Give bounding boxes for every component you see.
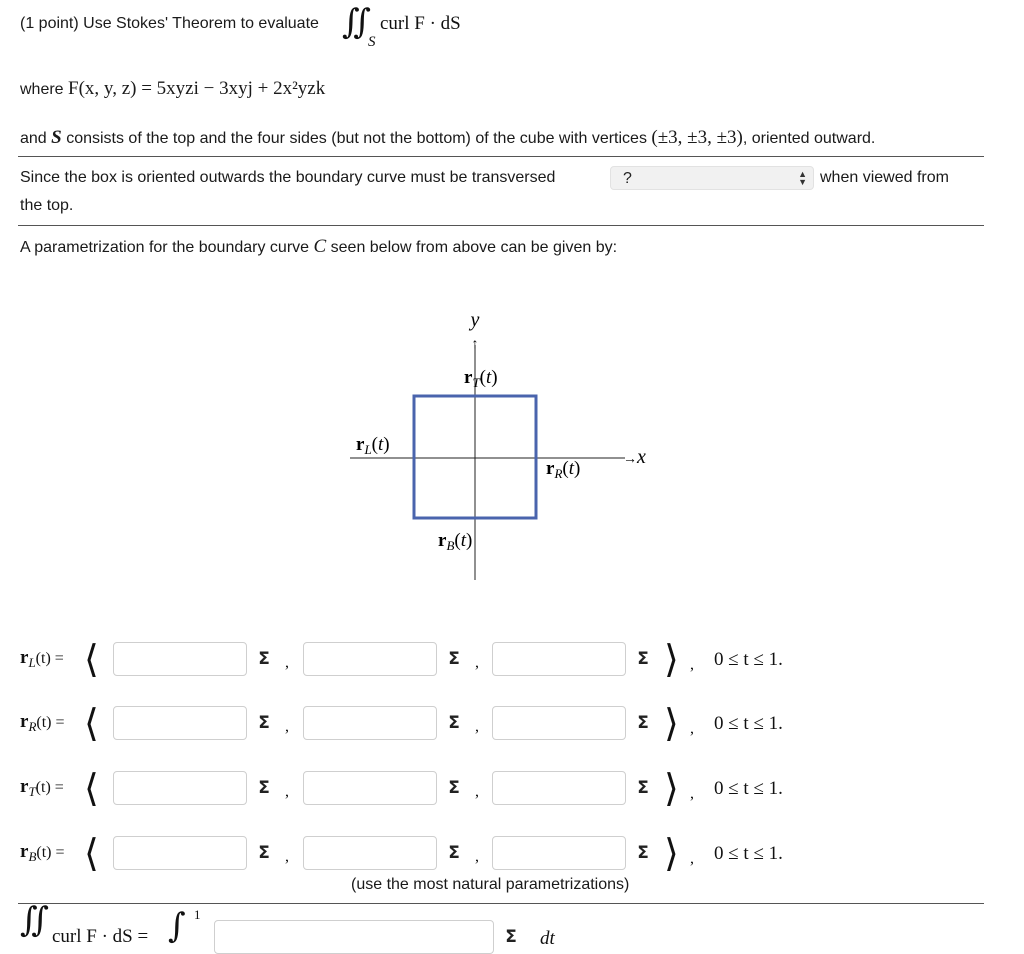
orientation-wrap-text: the top. [20,197,74,214]
orientation-after [820,169,949,187]
row-label-sub: R [28,719,37,734]
comma: , [285,848,289,865]
label-left: $r_L(t)$ [356,434,390,457]
orientation-before: Since the box is oriented outwards the boundary curve must be transversed [20,169,556,186]
comma: , [690,850,694,867]
component-input-3[interactable] [492,706,626,740]
comma: , [475,654,479,671]
equation-editor-icon[interactable]: Σ [637,649,649,669]
integral-sign: ∫ [168,906,186,946]
divider-2 [18,225,984,226]
select-arrows-icon: ▲ ▼ [798,169,807,187]
component-input-1[interactable] [113,771,247,805]
component-input-3[interactable] [492,836,626,870]
component-input-3[interactable] [492,642,626,676]
row-label-r: r [20,841,29,862]
final-double-integral-sign: ∬ [20,900,49,940]
row-label-r: r [20,776,29,797]
row-label-suffix: (t) = [35,650,64,667]
left-angle-icon: ⟨ [84,831,99,875]
surface-description [20,127,875,149]
row-label-sub: B [28,849,37,864]
dt-label: dt [540,928,555,949]
equation-editor-icon[interactable]: Σ [637,713,649,733]
orientation-text [20,169,555,187]
comma: , [475,783,479,800]
row-label [20,776,64,800]
y-arrow-icon: ↑ [471,337,479,352]
t-range: 0 ≤ t ≤ 1. [714,649,783,670]
surface-integral [342,2,482,52]
label-right: $r_R(t)$ [546,458,581,481]
integral-subscript: S [368,34,376,50]
component-input-2[interactable] [303,706,437,740]
integrand: curl F · dS [380,13,461,34]
final-answer-input[interactable] [214,920,494,954]
comma: , [690,656,694,673]
orientation-after-text: when viewed from [820,169,949,186]
natural-note [351,876,629,894]
intro-suffix: seen below from above can be given by: [330,239,618,256]
component-input-1[interactable] [113,642,247,676]
comma: , [475,848,479,865]
component-input-3[interactable] [492,771,626,805]
parametrization-intro [20,236,617,258]
component-input-1[interactable] [113,706,247,740]
left-angle-icon: ⟨ [84,701,99,745]
equation-editor-icon[interactable]: Σ [258,843,270,863]
t-range: 0 ≤ t ≤ 1. [714,843,783,864]
final-equation-editor-icon[interactable]: Σ [505,927,517,947]
row-label-sub: T [28,784,36,799]
comma: , [285,718,289,735]
row-label-sub: L [28,655,36,670]
label-top: $r_T(t)$ [464,367,498,390]
orientation-select[interactable] [610,166,814,190]
label-bottom: $r_B(t)$ [438,530,473,553]
component-input-1[interactable] [113,836,247,870]
row-label [20,841,65,865]
comma: , [690,720,694,737]
y-axis-label: y [470,309,480,331]
left-angle-icon: ⟨ [84,637,99,681]
row-label-r: r [20,647,29,668]
upper-limit: 1 [194,907,201,922]
equation-editor-icon[interactable]: Σ [448,778,460,798]
component-input-2[interactable] [303,771,437,805]
equation-editor-icon[interactable]: Σ [637,843,649,863]
surface-suffix: , oriented outward. [742,130,876,147]
row-label [20,711,65,735]
intro-text: A parametrization for the boundary curve [20,239,310,256]
equation-editor-icon[interactable]: Σ [258,649,270,669]
equation-editor-icon[interactable]: Σ [258,778,270,798]
t-range: 0 ≤ t ≤ 1. [714,778,783,799]
row-label [20,647,64,671]
problem-statement [20,15,319,33]
surface-prefix: and [20,130,47,147]
row-label-suffix: (t) = [36,714,65,731]
x-arrow-icon: → [623,452,637,467]
right-angle-icon: ⟩ [664,701,679,745]
equation-editor-icon[interactable]: Σ [258,713,270,733]
right-angle-icon: ⟩ [664,766,679,810]
equation-editor-icon[interactable]: Σ [448,843,460,863]
double-integral-sign: ∬ [342,2,371,42]
t-range: 0 ≤ t ≤ 1. [714,713,783,734]
right-angle-icon: ⟩ [664,637,679,681]
component-input-2[interactable] [303,642,437,676]
final-integral [20,900,580,949]
orientation-select-value: ? [623,170,632,187]
where-prefix: where [20,81,64,98]
cube-vertices: (±3, ±3, ±3) [651,127,743,148]
comma: , [285,783,289,800]
surface-text: consists of the top and the four sides (but not the bottom) of the cube with vertices [66,130,647,147]
right-angle-icon: ⟩ [664,831,679,875]
row-label-suffix: (t) = [36,844,65,861]
component-input-2[interactable] [303,836,437,870]
points-label: (1 point) Use Stokes' Theorem to evaluate [20,15,319,32]
comma: , [690,785,694,802]
equation-editor-icon[interactable]: Σ [637,778,649,798]
final-lhs: curl F · dS = [52,926,149,947]
field-formula: F(x, y, z) = 5xyzi − 3xyj + 2x²yzk [68,78,326,99]
row-label-r: r [20,711,29,732]
surface-var: S [51,127,62,148]
equation-editor-icon[interactable]: Σ [448,649,460,669]
x-axis-label: x [637,446,646,468]
note-text: (use the most natural parametrizations) [351,876,630,893]
equation-editor-icon[interactable]: Σ [448,713,460,733]
comma: , [475,718,479,735]
boundary-diagram [340,300,670,585]
comma: , [285,654,289,671]
orientation-wrap [20,197,73,215]
field-definition [20,78,325,100]
divider-1 [18,156,984,157]
row-label-suffix: (t) = [35,779,64,796]
left-angle-icon: ⟨ [84,766,99,810]
curve-var: C [313,236,327,257]
